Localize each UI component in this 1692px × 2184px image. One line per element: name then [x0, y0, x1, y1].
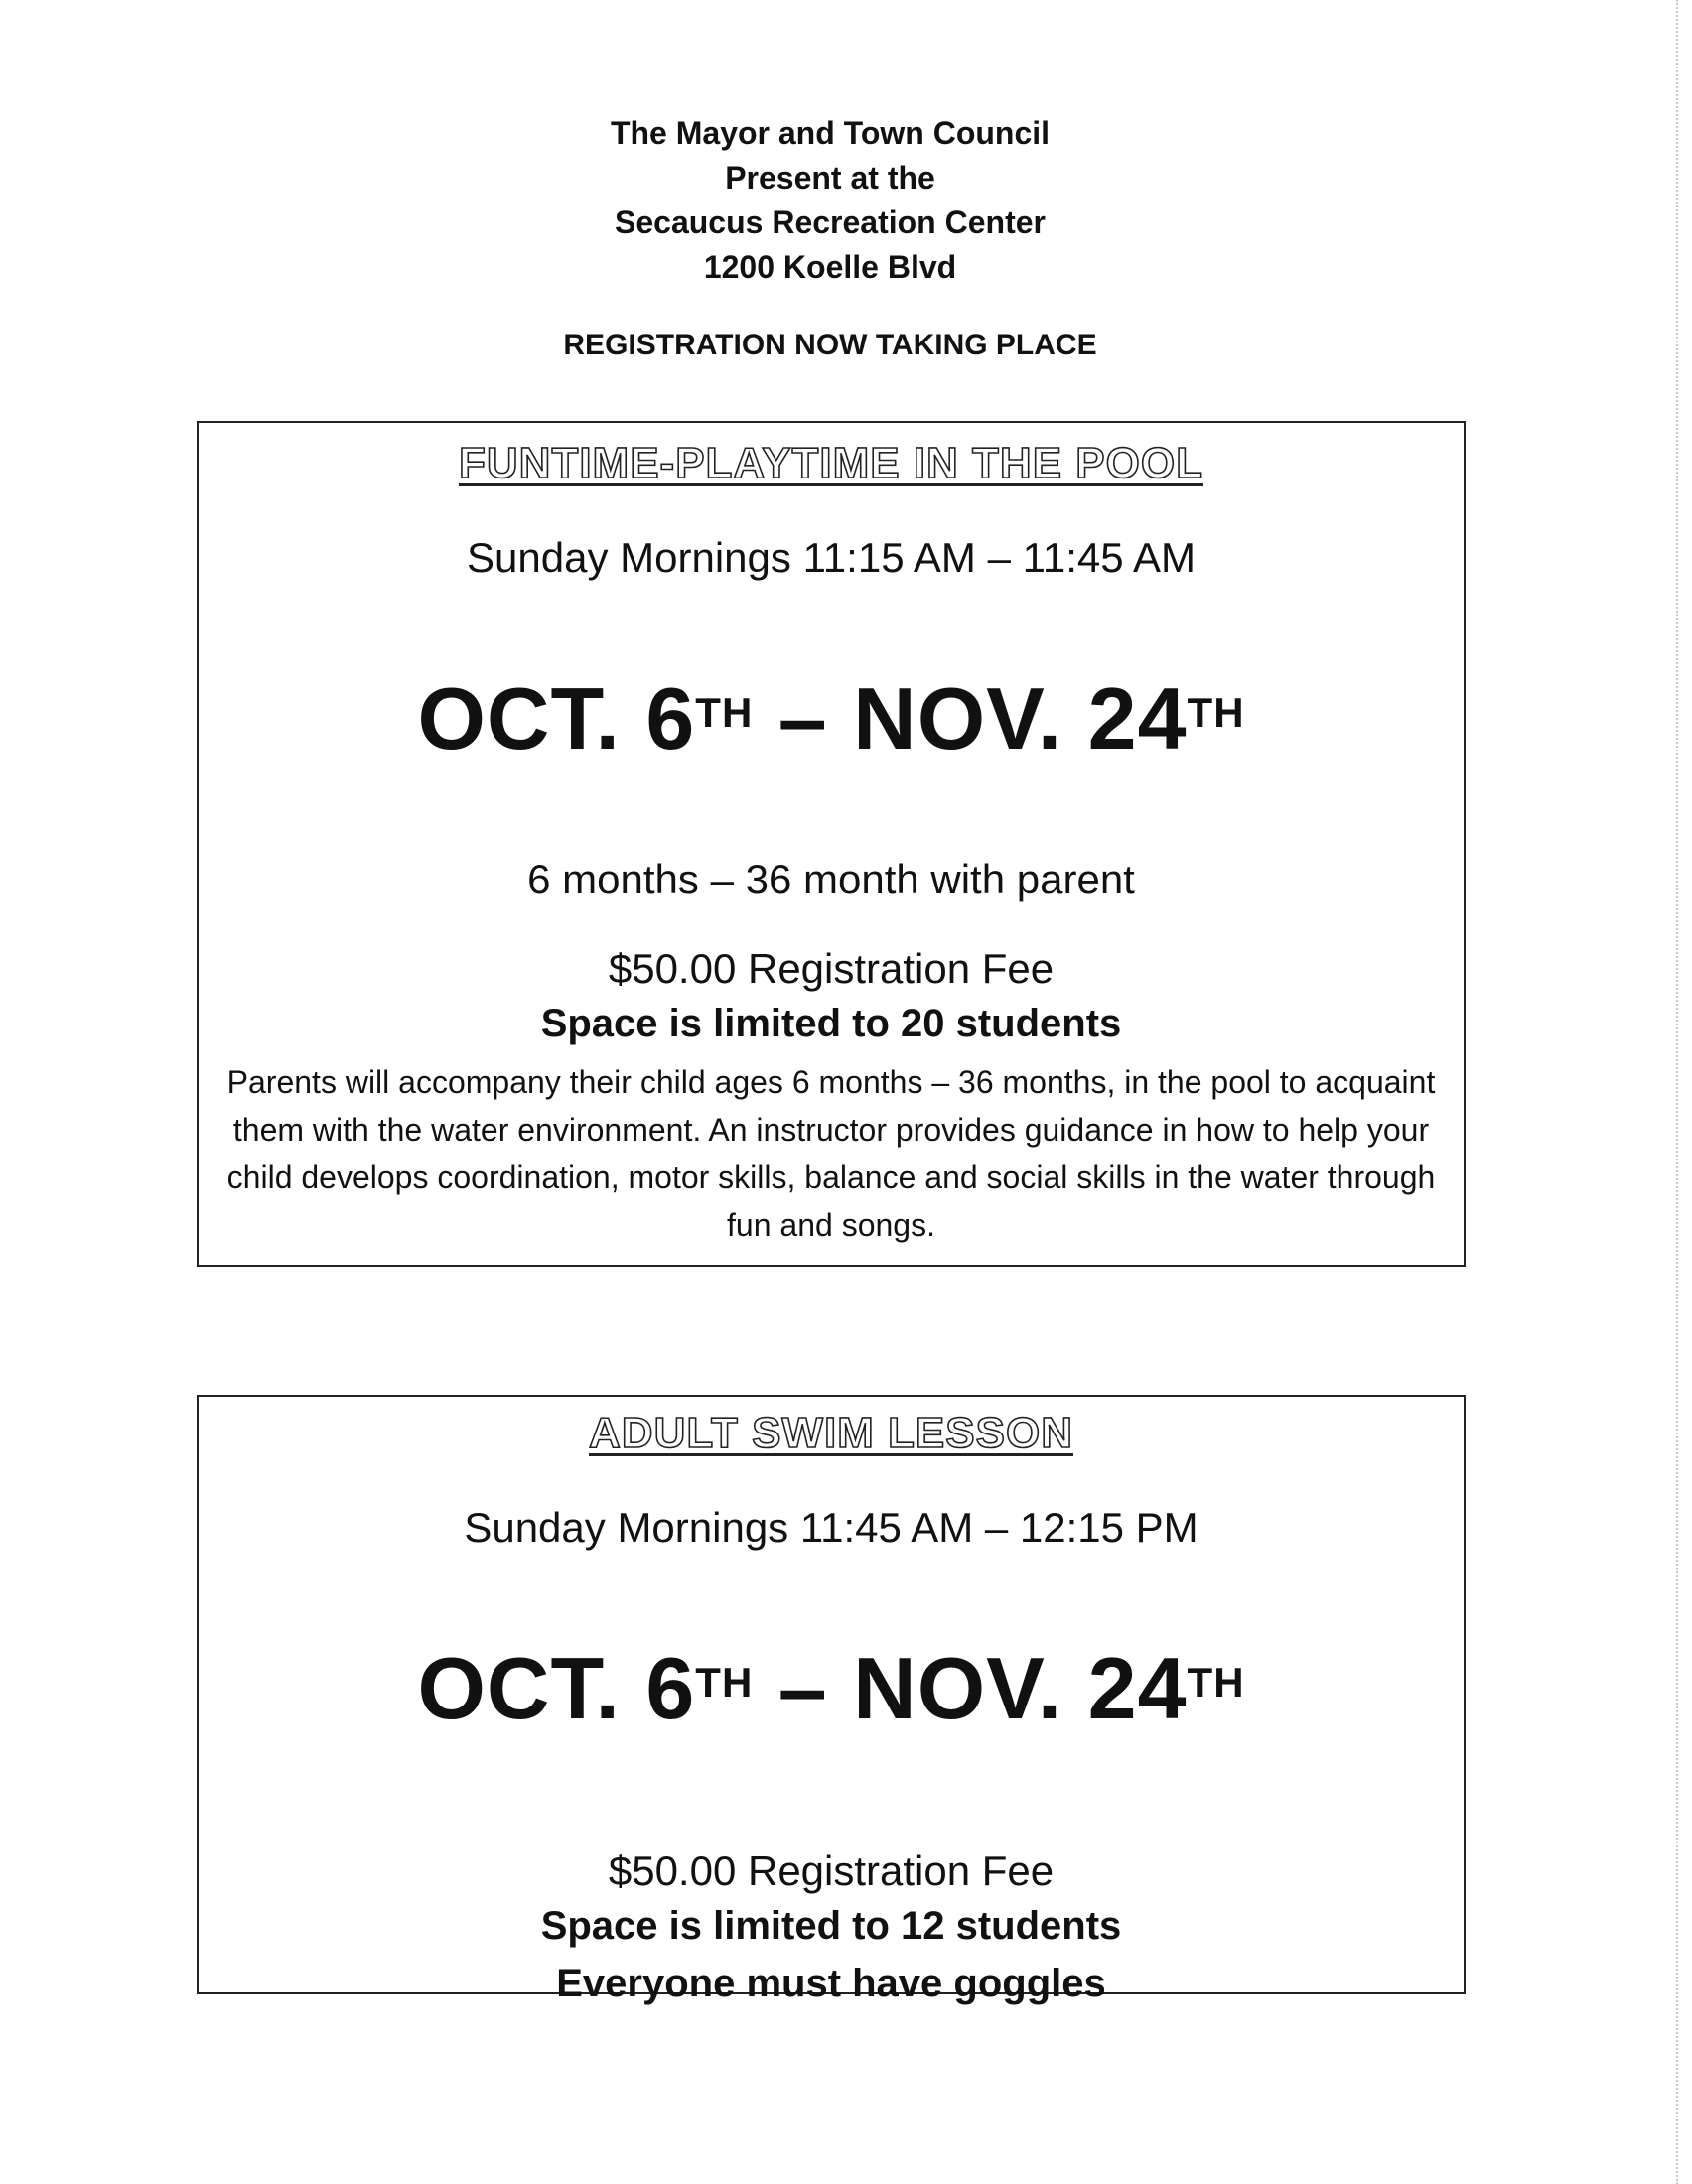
program-requirement: Everyone must have goggles — [556, 1962, 1106, 2005]
start-date: OCT. 6 — [417, 669, 696, 767]
header-address: 1200 Koelle Blvd — [703, 249, 957, 285]
date-separator: – — [753, 1639, 854, 1737]
program-capacity: Space is limited to 20 students — [540, 1002, 1122, 1045]
program-capacity: Space is limited to 12 students — [540, 1904, 1122, 1948]
program-description: Parents will accompany their child ages 6 months – 36 months, in the pool to acquaint them with the water environment. An instructor provides guidance in how to help your child develops coordination, motor skills, balance and social skills in the water through fun and songs. — [226, 1064, 1436, 1243]
program-schedule: Sunday Mornings 11:45 AM – 12:15 PM — [464, 1504, 1198, 1551]
start-date-suffix: TH — [695, 689, 754, 736]
program-fee: $50.00 Registration Fee — [608, 1847, 1055, 1894]
date-separator: – — [753, 669, 854, 767]
program-fee: $50.00 Registration Fee — [608, 945, 1055, 992]
header-presenter: The Mayor and Town Council — [610, 115, 1051, 151]
program-box-adult-swim — [197, 1395, 1466, 2005]
header-venue: Secaucus Recreation Center — [615, 205, 1046, 240]
program-dates — [199, 1639, 1464, 1738]
end-date: NOV. 24 — [853, 669, 1188, 767]
page-edge-divider — [1676, 0, 1678, 2184]
start-date-suffix: TH — [695, 1659, 754, 1706]
flyer-header — [0, 111, 1660, 365]
header-present-at: Present at the — [725, 160, 935, 196]
end-date: NOV. 24 — [853, 1639, 1188, 1737]
program-schedule: Sunday Mornings 11:15 AM – 11:45 AM — [467, 534, 1196, 581]
end-date-suffix: TH — [1187, 1659, 1245, 1706]
program-dates — [199, 669, 1464, 768]
end-date-suffix: TH — [1187, 689, 1245, 736]
registration-notice: REGISTRATION NOW TAKING PLACE — [563, 329, 1097, 361]
program-title: FUNTIME-PLAYTIME IN THE POOL — [459, 439, 1203, 487]
program-box-funtime — [197, 421, 1466, 1267]
start-date: OCT. 6 — [417, 1639, 696, 1737]
program-age-range: 6 months – 36 month with parent — [527, 856, 1135, 902]
program-title: ADULT SWIM LESSON — [589, 1409, 1073, 1457]
